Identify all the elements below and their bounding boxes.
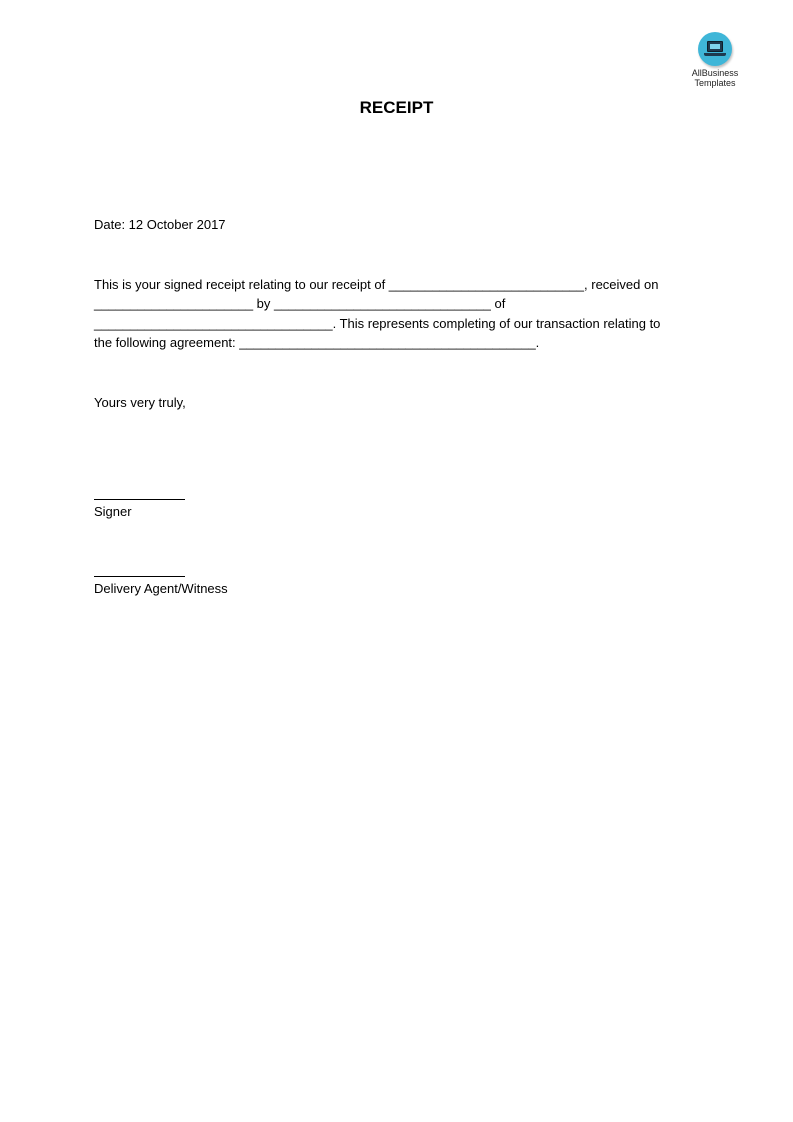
allbusiness-templates-logo (684, 32, 746, 88)
body-line-2: ______________________ by ______________________________ of (94, 296, 506, 311)
body-line-1: This is your signed receipt relating to our receipt of ___________________________, received on (94, 277, 659, 292)
closing-line: Yours very truly, (94, 395, 186, 410)
witness-label: Delivery Agent/Witness (94, 581, 228, 596)
laptop-icon (698, 32, 732, 66)
document-title: RECEIPT (359, 98, 434, 117)
date-line: Date: 12 October 2017 (94, 217, 226, 232)
body-line-3: _________________________________. This represents completing of our transaction relating to (94, 316, 661, 331)
witness-signature-line (94, 576, 185, 577)
signer-label: Signer (94, 504, 132, 519)
logo-text-line2: Templates (694, 78, 736, 88)
signer-signature-line (94, 499, 185, 500)
body-line-4: the following agreement: _________________________________________. (94, 335, 540, 350)
logo-text-line1: AllBusiness (691, 68, 739, 78)
